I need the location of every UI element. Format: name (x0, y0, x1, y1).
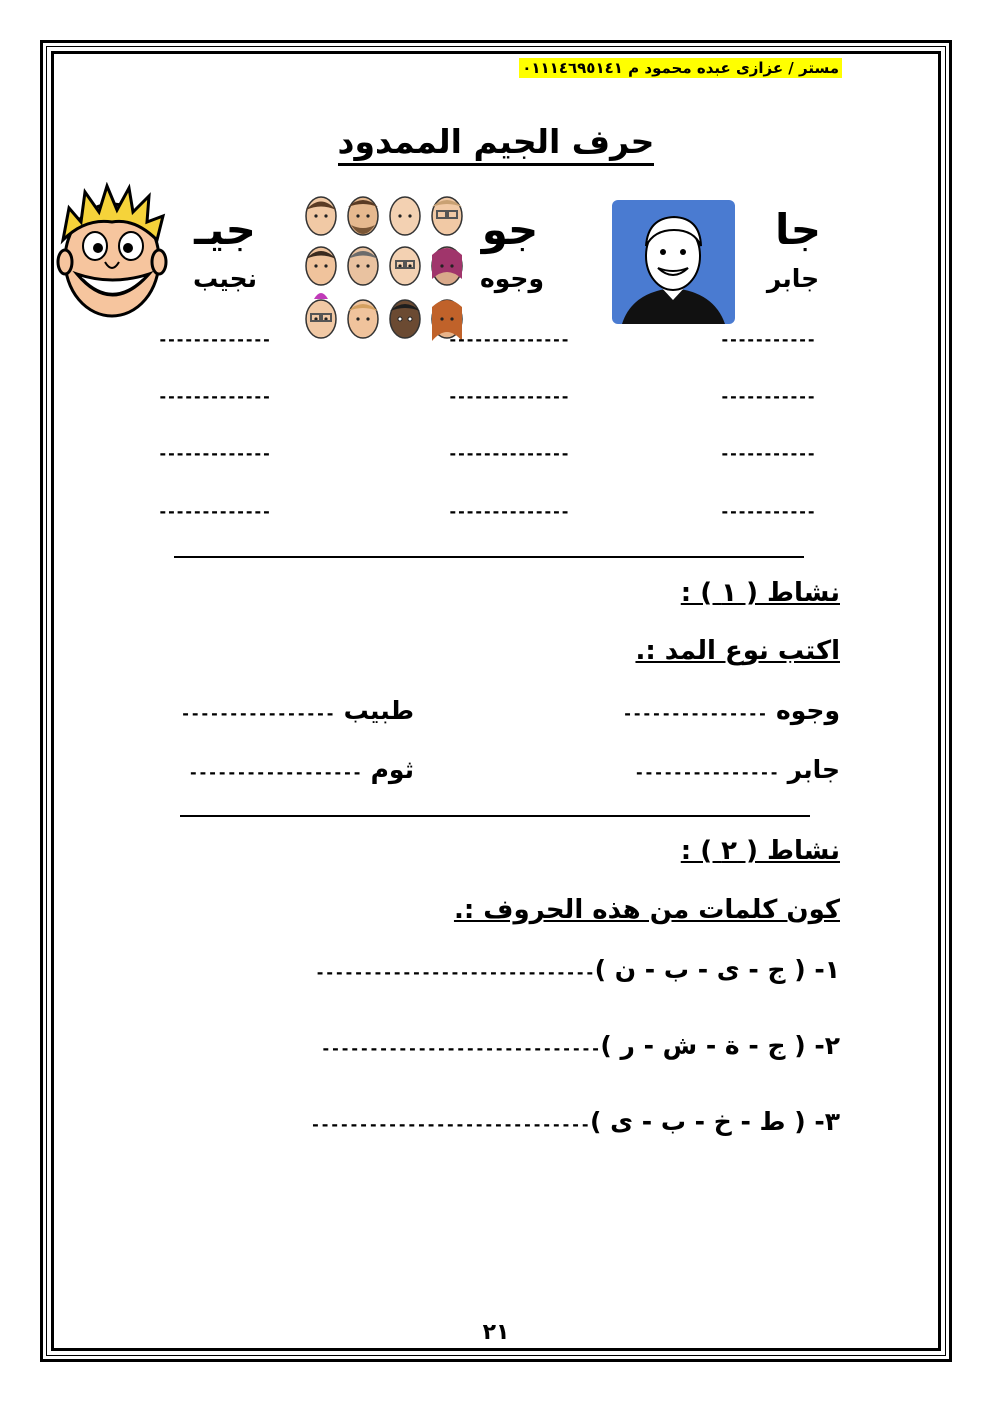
word-najeeb: نجيب (192, 264, 258, 293)
smiling-boy-image (612, 200, 735, 324)
writing-line[interactable]: -------------- (448, 387, 569, 406)
activity-2-item: ١- ( ج - ى - ب - ن )----------------------------- (315, 955, 840, 984)
answer-blank[interactable]: ----------------------------- (310, 1115, 590, 1134)
activity-1-item: وجوه --------------- (622, 696, 840, 725)
activity-2-item: ٣- ( ط - خ - ب - ى )----------------------------- (310, 1107, 840, 1136)
writing-line[interactable]: ------------- (158, 502, 271, 521)
syllable-jo: جو (481, 205, 539, 254)
answer-blank[interactable]: ----------------------------- (315, 963, 595, 982)
writing-line[interactable]: ------------- (158, 444, 271, 463)
activity-2-item: ٢- ( ج - ة - ش - ر )----------------------------- (320, 1031, 840, 1060)
cartoon-boy-icon (55, 182, 170, 322)
cartoon-boy-image (55, 182, 170, 322)
answer-blank[interactable]: --------------- (634, 763, 779, 782)
answer-blank[interactable]: ---------------- (180, 704, 335, 723)
writing-line[interactable]: -------------- (448, 444, 569, 463)
activity-2-label: نشاط ( ٢ ) : (680, 836, 840, 866)
smiling-boy-icon (612, 200, 735, 324)
faces-grid-image (300, 195, 470, 345)
word-wojooh: وجوه (480, 264, 544, 293)
answer-blank[interactable]: ------------------ (188, 763, 362, 782)
writing-line[interactable]: ------------- (158, 330, 271, 349)
answer-blank[interactable]: --------------- (622, 704, 768, 723)
page-number: ٢١ (482, 1320, 510, 1345)
syllable-ja: جا (774, 205, 822, 254)
activity-1-item: جابر --------------- (634, 755, 840, 784)
syllable-jee: جيـ (194, 205, 256, 254)
writing-line[interactable]: ----------- (720, 387, 815, 406)
section-divider (174, 556, 804, 558)
faces-grid-icon (300, 195, 470, 345)
activity-1-item: طبيب ---------------- (180, 696, 414, 725)
activity-1-instruction: اكتب نوع المد :. (635, 636, 840, 666)
writing-line[interactable]: ----------- (720, 330, 815, 349)
writing-line[interactable]: ----------- (720, 502, 815, 521)
activity-1-item: ثوم ------------------ (188, 755, 414, 784)
page-title: حرف الجيم الممدود (0, 122, 992, 161)
answer-blank[interactable]: ----------------------------- (320, 1039, 601, 1058)
writing-line[interactable]: -------------- (448, 502, 569, 521)
activity-1-label: نشاط ( ١ ) : (680, 578, 840, 608)
writing-line[interactable]: ------------- (158, 387, 271, 406)
activity-2-instruction: كون كلمات من هذه الحروف :. (453, 895, 840, 925)
section-divider (180, 815, 810, 817)
writing-line[interactable]: ----------- (720, 444, 815, 463)
writing-line[interactable]: -------------- (448, 330, 569, 349)
word-jaber: جابر (766, 264, 820, 293)
author-line: مستر / عزازى عبده محمود م ٠١١١٤٦٩٥١٤١ (519, 58, 842, 78)
